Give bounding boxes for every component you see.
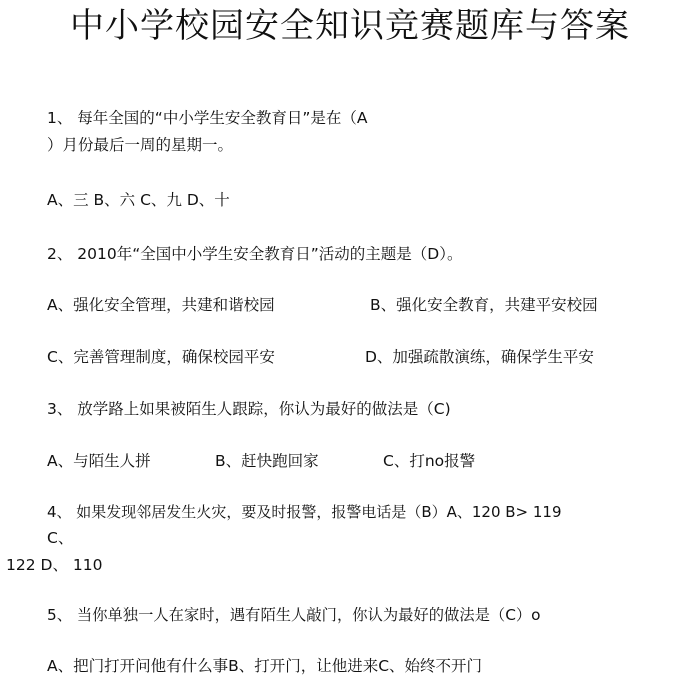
document-title: 中小学校园安全知识竞赛题库与答案 [70, 6, 630, 46]
question-2-option-c: C、完善管理制度，确保校园平安 [47, 348, 275, 366]
question-5-stem: 5、 当你单独一人在家时，遇有陌生人敲门，你认为最好的做法是（C）o [47, 606, 541, 624]
question-2-stem: 2、 2010年“全国中小学生安全教育日”活动的主题是（D）。 [47, 245, 463, 263]
question-4-stem-line2: C、 [47, 529, 74, 547]
question-1-stem-line2: ）月份最后一周的星期一。 [47, 136, 234, 154]
question-1-options: A、三 B、六 C、九 D、十 [47, 191, 230, 209]
question-3-option-a: A、与陌生人拼 [47, 452, 151, 470]
question-5-options: A、把门打开问他有什么事B、打开门，让他进来C、始终不开门 [47, 657, 483, 675]
question-3-option-c: C、打no报警 [383, 452, 476, 470]
question-4-stem-line3: 122 D、 110 [6, 556, 103, 574]
question-1-stem-line1: 1、 每年全国的“中小学生安全教育日”是在（A [47, 109, 368, 127]
question-3-option-b: B、赶快跑回家 [215, 452, 319, 470]
question-2-option-d: D、加强疏散演练，确保学生平安 [365, 348, 594, 366]
question-4-stem: 4、 如果发现邻居发生火灾，要及时报警，报警电话是（B）A、120 B> 119 [47, 503, 562, 521]
question-2-option-b: B、强化安全教育，共建平安校园 [370, 296, 598, 314]
question-2-option-a: A、强化安全管理，共建和谐校园 [47, 296, 275, 314]
question-3-stem: 3、 放学路上如果被陌生人跟踪，你认为最好的做法是（C) [47, 400, 451, 418]
